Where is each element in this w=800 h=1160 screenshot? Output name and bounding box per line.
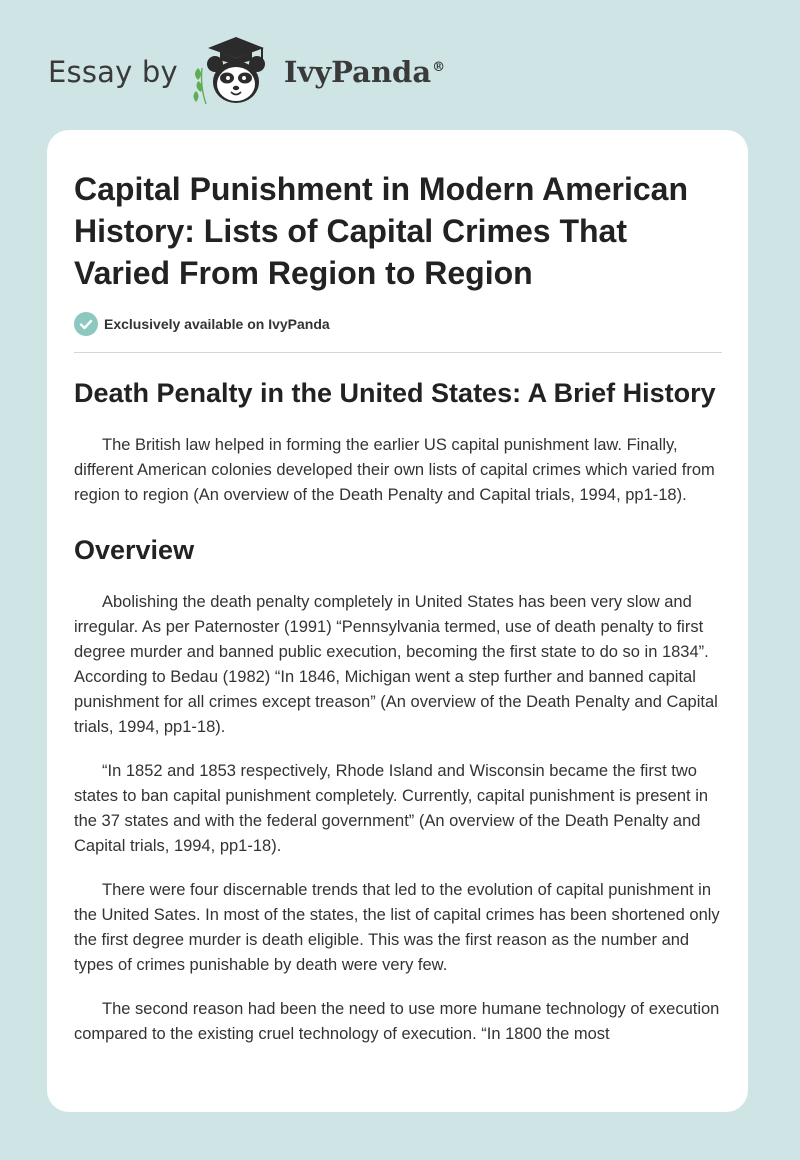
exclusive-badge bbox=[74, 312, 722, 336]
divider bbox=[74, 352, 722, 353]
brand-name-text: IvyPanda bbox=[283, 55, 432, 89]
paragraph: Abolishing the death penalty completely in United States has been very slow and irregular. As per Paternoster (1991) “Pennsylvania termed, use of death penalty to first degree murder and banned public execution, becoming the first state to do so in 1834”. According to Bedau (1982) “In 1846, Michigan went a step further and banned capital punishment for all crimes except treason” (An overview of the Death Penalty and Capital trials, 1994, pp1-18). bbox=[74, 593, 718, 736]
brand-name bbox=[284, 55, 445, 89]
check-circle-icon bbox=[74, 312, 98, 336]
essay-title: Capital Punishment in Modern American History: Lists of Capital Crimes That Varied From Region to Region bbox=[74, 171, 689, 291]
essay-card bbox=[47, 130, 748, 1112]
panda-logo-icon bbox=[190, 34, 280, 110]
brand-prefix: Essay by bbox=[48, 55, 178, 89]
paragraph: The second reason had been the need to use more humane technology of execution compared to the existing cruel technology of execution. “In 1800 the most bbox=[74, 1000, 720, 1043]
section-heading-overview: Overview bbox=[74, 535, 195, 565]
paragraph: The British law helped in forming the earlier US capital punishment law. Finally, different American colonies developed their own lists of capital crimes which varied from region to region (An overview of the Death Penalty and Capital trials, 1994, pp1-18). bbox=[74, 436, 715, 504]
section-heading-history: Death Penalty in the United States: A Brief History bbox=[74, 378, 716, 408]
paragraph: “In 1852 and 1853 respectively, Rhode Island and Wisconsin became the first two states to ban capital punishment completely. Currently, capital punishment is present in the 37 states and with the federal government” (An overview of the Death Penalty and Capital trials, 1994, pp1-18). bbox=[74, 762, 709, 855]
exclusive-badge-label: Exclusively available on IvyPanda bbox=[104, 316, 330, 332]
paragraph: There were four discernable trends that led to the evolution of capital punishment in the United Sates. In most of the states, the list of capital crimes has been shortened only the first degree murder is death eligible. This was the first reason as the number and types of crimes punishable by death were very few. bbox=[74, 881, 720, 974]
brand-header bbox=[48, 34, 445, 110]
registered-mark: ® bbox=[432, 60, 446, 76]
